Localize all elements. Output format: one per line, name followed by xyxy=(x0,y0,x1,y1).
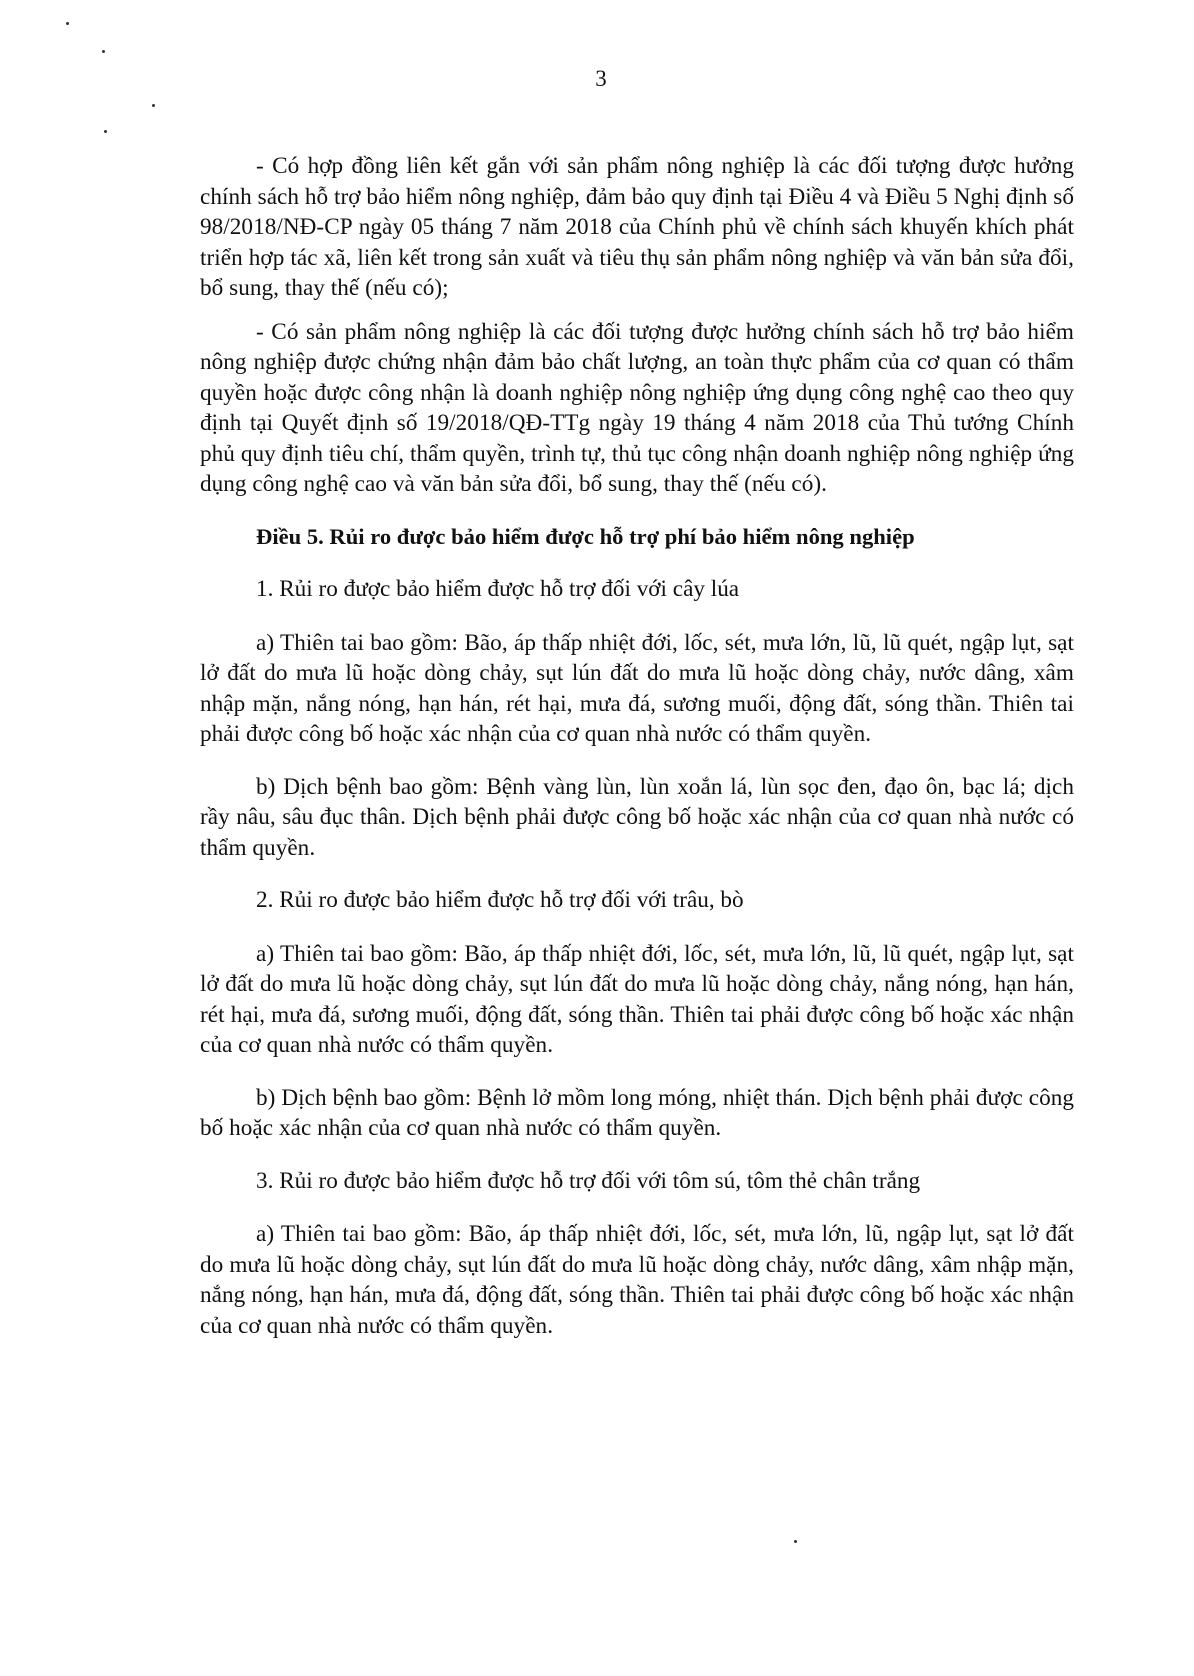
section-1-diseases: b) Dịch bệnh bao gồm: Bệnh vàng lùn, lùn xoắn lá, lùn sọc đen, đạo ôn, bạc lá; dịch rầy nâu, sâu đục thân. Dịch bệnh phải được công bố hoặc xác nhận của cơ quan nhà nước có thẩm quyền. xyxy=(200,773,1074,861)
section-1-natural-disasters: a) Thiên tai bao gồm: Bão, áp thấp nhiệt đới, lốc, sét, mưa lớn, lũ, lũ quét, ngập lụt, sạt lở đất do mưa lũ hoặc dòng chảy, sụt lún đất do mưa lũ hoặc dòng chảy, nước dâng, xâm nhập mặn, nắng nóng, hạn hán, rét hại, mưa đá, sương muối, động đất, sóng thần. Thiên tai phải được công bố hoặc xác nhận của cơ quan nhà nước có thẩm quyền. xyxy=(200,629,1074,747)
section-3-title: 3. Rủi ro được bảo hiểm được hỗ trợ đối với tôm sú, tôm thẻ chân trắng xyxy=(256,1167,921,1194)
scan-speck xyxy=(794,1540,797,1543)
section-2-title: 2. Rủi ro được bảo hiểm được hỗ trợ đối với trâu, bò xyxy=(256,887,744,913)
scan-speck xyxy=(66,22,69,25)
paragraph-certified-products: - Có sản phẩm nông nghiệp là các đối tượng được hưởng chính sách hỗ trợ bảo hiểm nông nghiệp được chứng nhận đảm bảo chất lượng, an toàn thực phẩm của cơ quan có thẩm quyền hoặc được công nhận là doanh nghiệp nông nghiệp ứng dụng công nghệ cao theo quy định tại Quyết định số 19/2018/QĐ-TTg ngày 19 tháng 4 năm 2018 của Thủ tướng Chính phủ quy định tiêu chí, thẩm quyền, trình tự, thủ tục công nhận doanh nghiệp nông nghiệp ứng dụng công nghệ cao và văn bản sửa đổi, bổ sung, thay thế (nếu có). xyxy=(200,318,1074,497)
scan-speck xyxy=(104,130,107,133)
section-2-natural-disasters: a) Thiên tai bao gồm: Bão, áp thấp nhiệt đới, lốc, sét, mưa lớn, lũ, lũ quét, ngập lụt, sạt lở đất do mưa lũ hoặc dòng chảy, sụt lún đất do mưa lũ hoặc dòng chảy, nắng nóng, hạn hán, rét hại, mưa đá, sương muối, động đất, sóng thần. Thiên tai phải được công bố hoặc xác nhận của cơ quan nhà nước có thẩm quyền. xyxy=(200,940,1074,1058)
page-number xyxy=(0,66,1194,92)
page-number-text: 3 xyxy=(595,66,607,91)
document-body xyxy=(200,151,1074,1354)
section-2-diseases: b) Dịch bệnh bao gồm: Bệnh lở mồm long móng, nhiệt thán. Dịch bệnh phải được công bố hoặc xác nhận của cơ quan nhà nước có thẩm quyền. xyxy=(200,1084,1074,1141)
scan-speck xyxy=(102,50,105,53)
scan-speck xyxy=(152,104,155,107)
paragraph-contract-linkage: - Có hợp đồng liên kết gắn với sản phẩm nông nghiệp là các đối tượng được hưởng chính sách hỗ trợ bảo hiểm nông nghiệp, đảm bảo quy định tại Điều 4 và Điều 5 Nghị định số 98/2018/NĐ-CP ngày 05 tháng 7 năm 2018 của Chính phủ về chính sách khuyến khích phát triển hợp tác xã, liên kết trong sản xuất và tiêu thụ sản phẩm nông nghiệp và văn bản sửa đổi, bổ sung, thay thế (nếu có); xyxy=(200,153,1074,301)
section-3-natural-disasters: a) Thiên tai bao gồm: Bão, áp thấp nhiệt đới, lốc, sét, mưa lớn, lũ, ngập lụt, sạt lở đất do mưa lũ hoặc dòng chảy, sụt lún đất do mưa lũ hoặc dòng chảy, nước dâng, xâm nhập mặn, nắng nóng, hạn hán, mưa đá, động đất, sóng thần. Thiên tai phải được công bố hoặc xác nhận của cơ quan nhà nước có thẩm quyền. xyxy=(200,1221,1074,1339)
section-1-title: 1. Rủi ro được bảo hiểm được hỗ trợ đối với cây lúa xyxy=(256,576,740,602)
article-heading: Điều 5. Rủi ro được bảo hiểm được hỗ trợ phí bảo hiểm nông nghiệp xyxy=(256,523,915,549)
